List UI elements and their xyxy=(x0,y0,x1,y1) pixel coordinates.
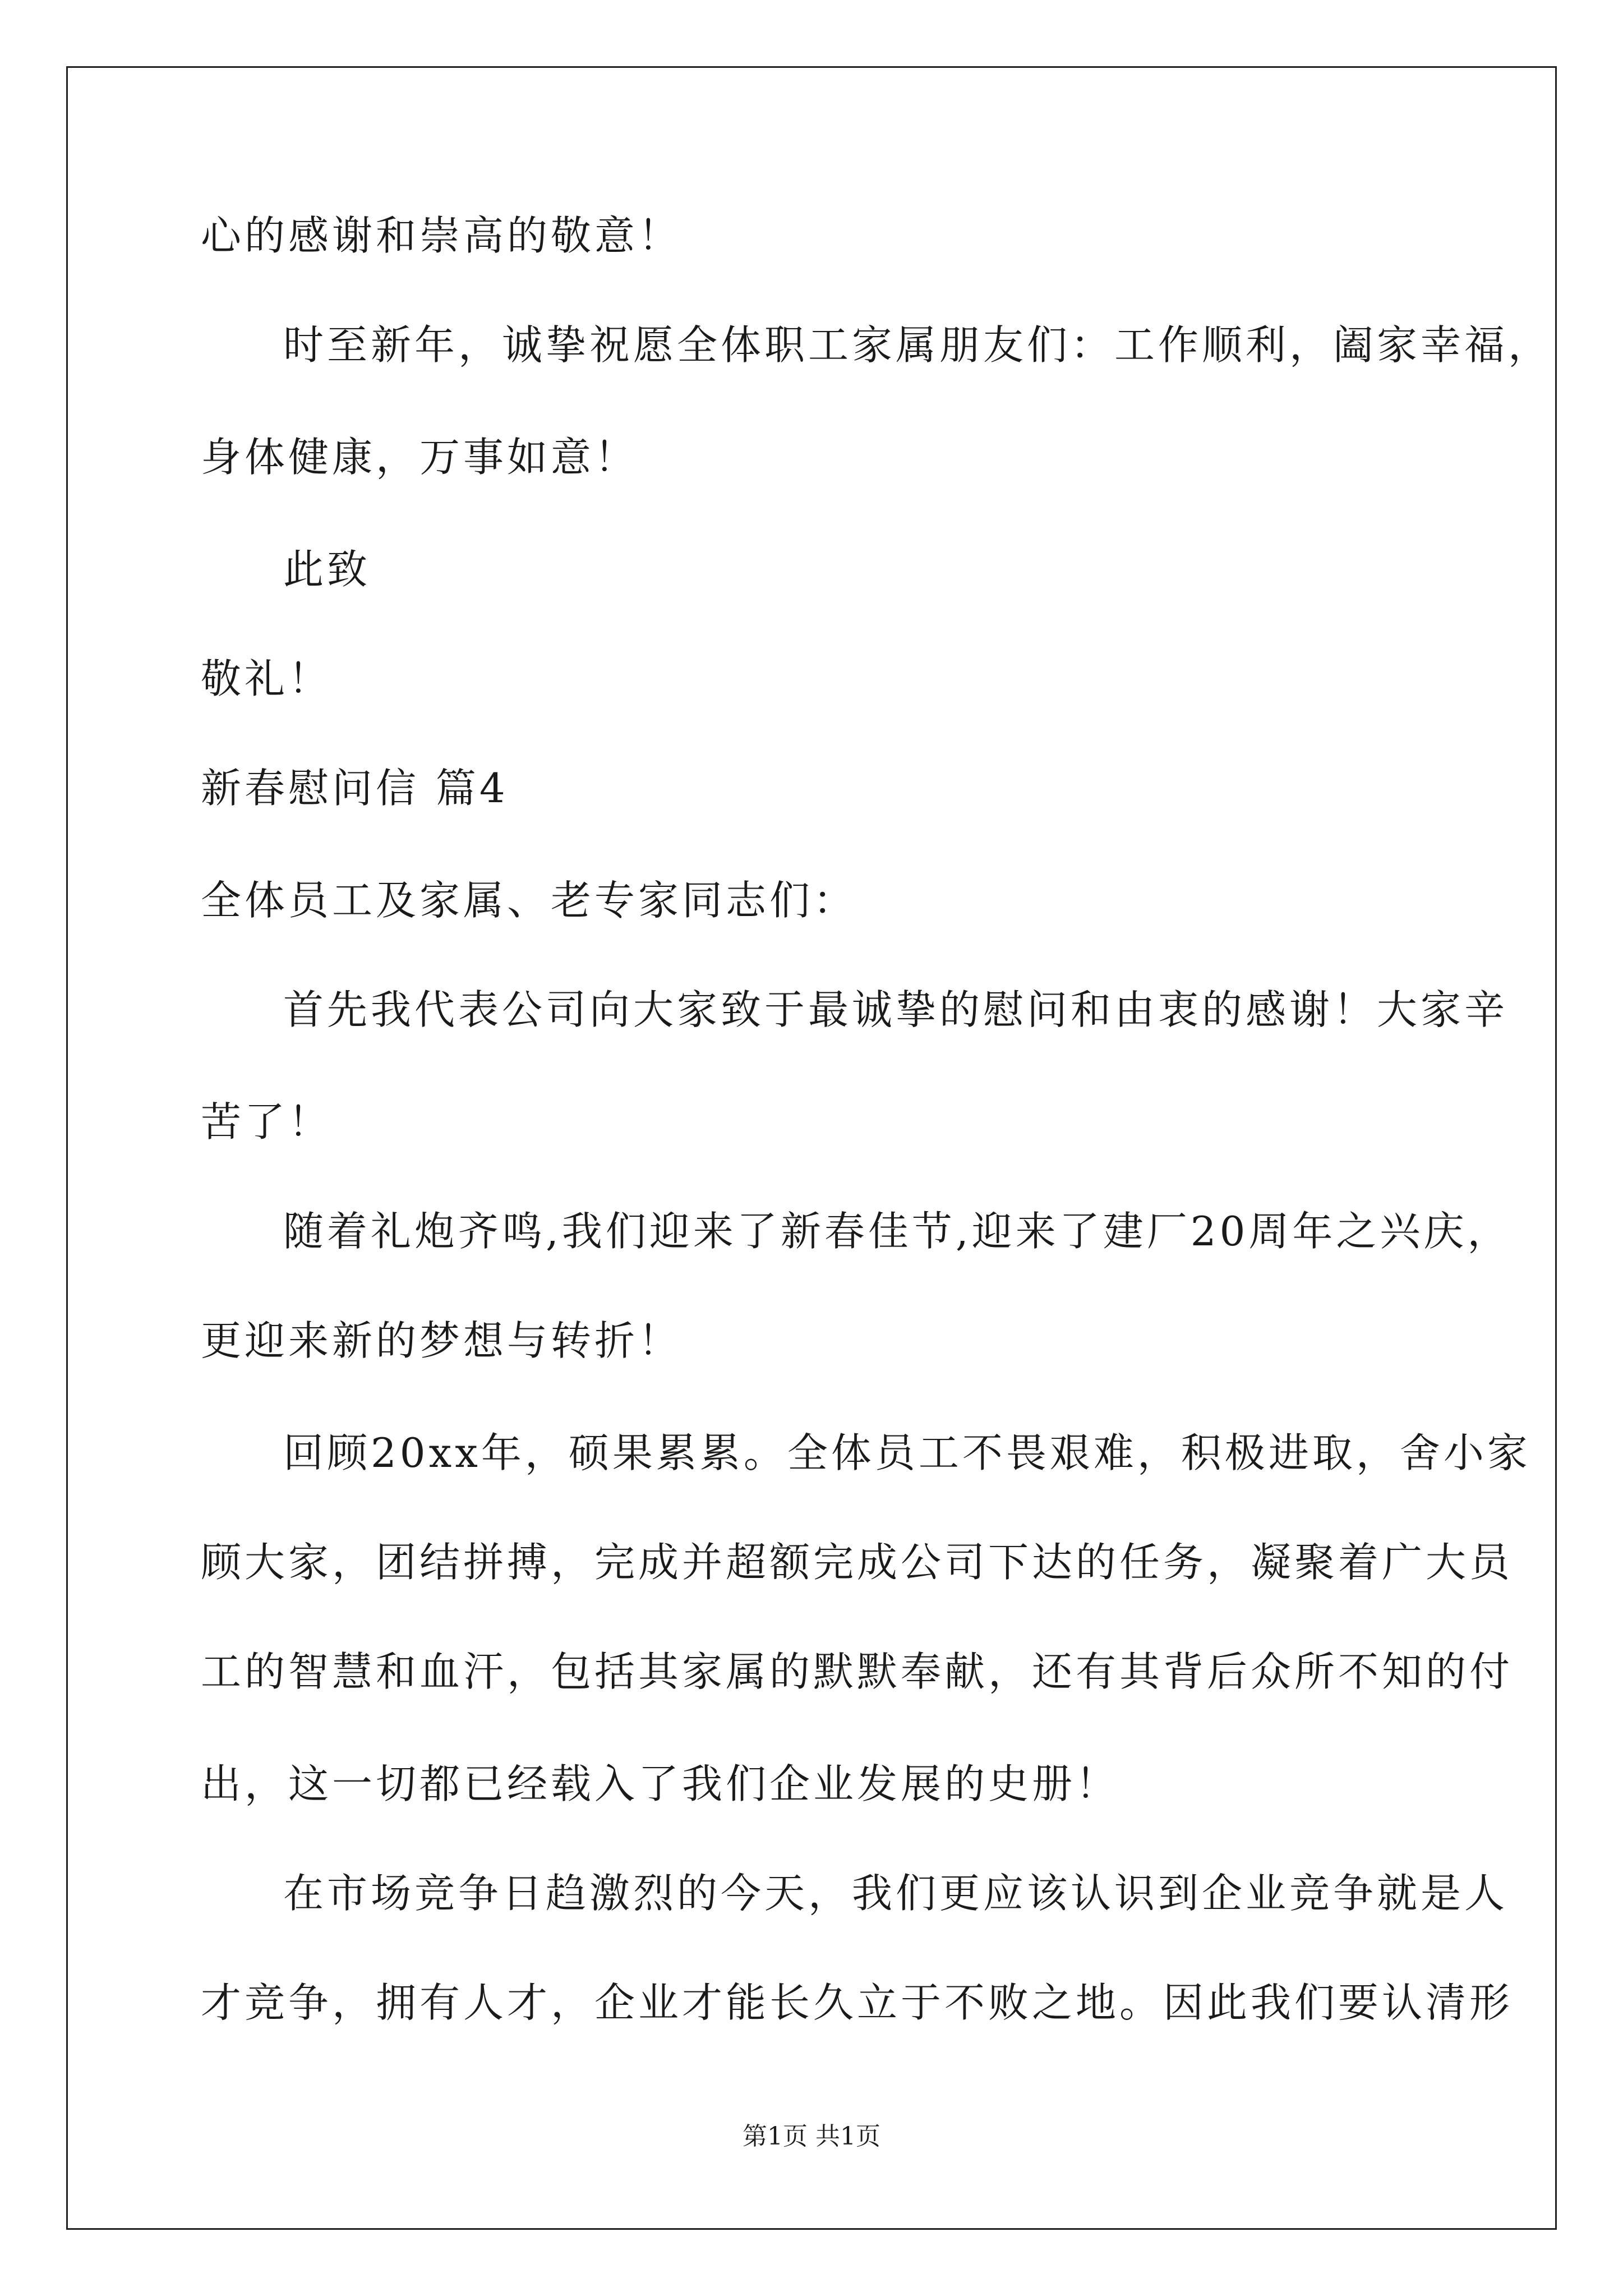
text-line: 更迎来新的梦想与转折！ xyxy=(201,1317,683,1364)
section-heading: 新春慰问信 篇4 xyxy=(201,765,509,812)
salutation: 全体员工及家属、老专家同志们： xyxy=(201,877,857,924)
text-line: 时至新年，诚挚祝愿全体职工家属朋友们：工作顺利，阖家幸福， xyxy=(283,321,1552,369)
text-line: 在市场竞争日趋激烈的今天，我们更应该认识到企业竞争就是人 xyxy=(283,1870,1509,1917)
text-line: 此致 xyxy=(283,546,371,593)
text-line: 心的感谢和崇高的敬意！ xyxy=(201,212,683,259)
text-line: 敬礼！ xyxy=(201,655,333,702)
text-line: 出，这一切都已经载入了我们企业发展的史册！ xyxy=(201,1760,1120,1807)
page-number-footer: 第1页 共1页 xyxy=(743,2122,880,2151)
text-line: 工的智慧和血汗，包括其家属的默默奉献，还有其背后众所不知的付 xyxy=(201,1648,1514,1695)
text-line: 顾大家，团结拼搏，完成并超额完成公司下达的任务，凝聚着广大员 xyxy=(201,1539,1514,1586)
text-line: 才竞争，拥有人才，企业才能长久立于不败之地。因此我们要认清形 xyxy=(201,1979,1514,2026)
text-line: 首先我代表公司向大家致于最诚挚的慰问和由衷的感谢！大家辛 xyxy=(283,986,1509,1033)
text-line: 苦了！ xyxy=(201,1098,333,1145)
text-line: 回顾20xx年，硕果累累。全体员工不畏艰难，积极进取，舍小家 xyxy=(283,1429,1531,1476)
text-line: 随着礼炮齐鸣,我们迎来了新春佳节,迎来了建厂20周年之兴庆， xyxy=(283,1208,1511,1255)
text-line: 身体健康，万事如意！ xyxy=(201,434,639,481)
